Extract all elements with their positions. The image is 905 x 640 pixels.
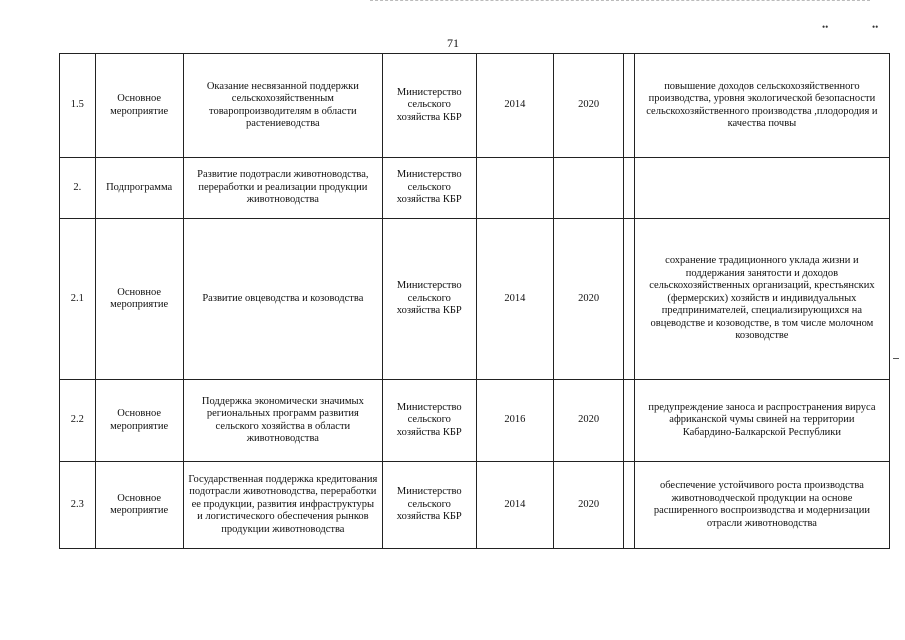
row-number: 1.5 <box>60 54 96 158</box>
row-name: Развитие овцеводства и козоводства <box>183 219 382 380</box>
row-start-year <box>476 158 554 219</box>
row-type: Основное мероприятие <box>95 380 183 462</box>
row-end-year: 2020 <box>554 219 624 380</box>
row-start-year: 2016 <box>476 380 554 462</box>
row-result <box>634 158 889 219</box>
row-name: Оказание несвязанной поддержки сельскохозяйственным товаропроизводителям в области растениеводства <box>183 54 382 158</box>
row-type: Подпрограмма <box>95 158 183 219</box>
row-spacer <box>624 158 635 219</box>
corner-mark-left: •• <box>822 22 829 32</box>
row-name: Государственная поддержка кредитования подотрасли животноводства, переработки ее продукции, развития инфраструктуры и логистического обеспечения рынков продукции животноводства <box>183 462 382 549</box>
program-table <box>59 53 890 549</box>
row-end-year: 2020 <box>554 462 624 549</box>
page-number: 71 <box>447 36 459 50</box>
row-type: Основное мероприятие <box>95 54 183 158</box>
row-spacer <box>624 462 635 549</box>
row-executor: Министерство сельского хозяйства КБР <box>382 380 476 462</box>
row-end-year: 2020 <box>554 54 624 158</box>
row-executor: Министерство сельского хозяйства КБР <box>382 462 476 549</box>
row-start-year: 2014 <box>476 462 554 549</box>
row-spacer <box>624 54 635 158</box>
row-end-year <box>554 158 624 219</box>
row-type: Основное мероприятие <box>95 219 183 380</box>
table-row <box>60 158 890 219</box>
table-row <box>60 219 890 380</box>
scan-top-rule <box>370 0 870 2</box>
row-executor: Министерство сельского хозяйства КБР <box>382 54 476 158</box>
margin-tick <box>893 358 899 359</box>
row-executor: Министерство сельского хозяйства КБР <box>382 158 476 219</box>
row-executor: Министерство сельского хозяйства КБР <box>382 219 476 380</box>
row-spacer <box>624 380 635 462</box>
row-start-year: 2014 <box>476 219 554 380</box>
row-number: 2.2 <box>60 380 96 462</box>
table-row <box>60 54 890 158</box>
row-result: повышение доходов сельскохозяйственного производства, уровня экологической безопасности сельскохозяйственного производства ,плодородия и качества почвы <box>634 54 889 158</box>
table-row <box>60 380 890 462</box>
row-number: 2.3 <box>60 462 96 549</box>
row-name: Поддержка экономически значимых региональных программ развития сельского хозяйства в области животноводства <box>183 380 382 462</box>
row-result: сохранение традиционного уклада жизни и поддержания занятости и доходов сельскохозяйственных организаций, крестьянских (фермерских) хозяйств и индивидуальных предпринимателей, специализирующихся на овцеводстве и козоводстве, в том числе молочном козоводстве <box>634 219 889 380</box>
row-number: 2. <box>60 158 96 219</box>
row-name: Развитие подотрасли животноводства, переработки и реализации продукции животноводства <box>183 158 382 219</box>
table-row <box>60 462 890 549</box>
corner-mark-right: •• <box>872 22 879 32</box>
row-start-year: 2014 <box>476 54 554 158</box>
row-result: предупреждение заноса и распространения вируса африканской чумы свиней на территории Кабардино-Балкарской Республики <box>634 380 889 462</box>
row-type: Основное мероприятие <box>95 462 183 549</box>
row-end-year: 2020 <box>554 380 624 462</box>
row-result: обеспечение устойчивого роста производства животноводческой продукции на основе расширенного воспроизводства и модернизации отрасли животноводства <box>634 462 889 549</box>
row-spacer <box>624 219 635 380</box>
row-number: 2.1 <box>60 219 96 380</box>
